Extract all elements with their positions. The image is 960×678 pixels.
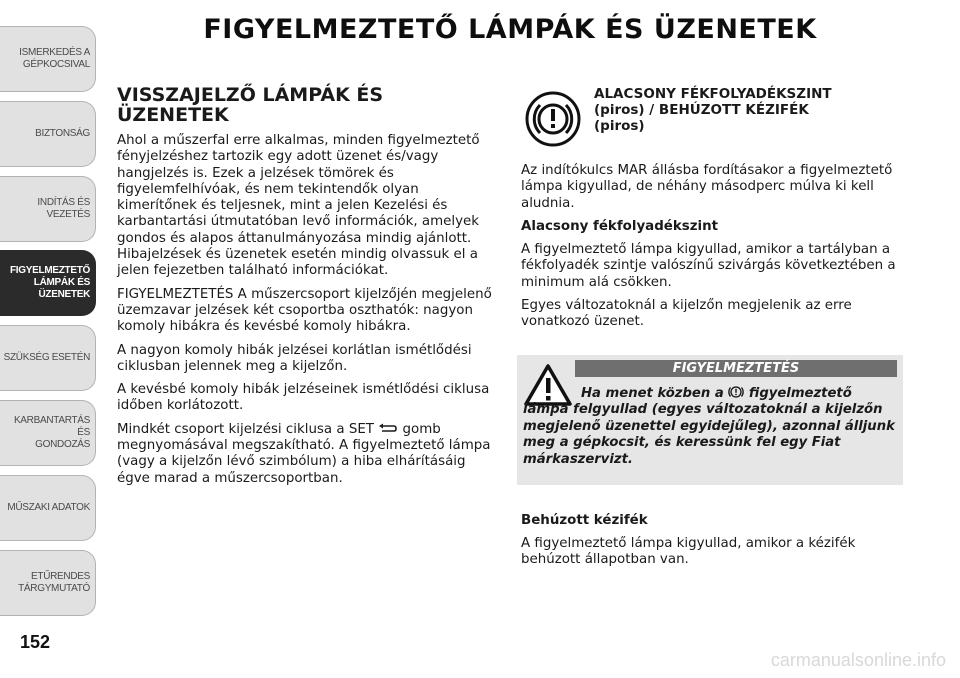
- tab-figyelmezteto[interactable]: FIGYELMEZTETŐ LÁMPÁK ÉS ÜZENETEK: [0, 250, 96, 316]
- low-brake-fluid-heading: Alacsony fékfolyadékszint: [521, 218, 719, 234]
- intro-paragraph: Ahol a műszerfal erre alkalmas, minden figyelmeztető fényjelzéshez tartozik egy adott üzenet és/vagy hangjelzés is. Ezek a jelzések tömörek és figyelemfelhívóak, és nem tekintendők olyan kimerítőnek és teljesnek, mint a jelen Kezelési és karbantartási útmutatóban levő információk, amelyek gondos és alapos áttanulmányozása mindig ajánlott. Hibajelzések és üzenetek esetén mindig olvassuk el a jelen fejezetben található információkat.: [117, 133, 480, 279]
- warning-box: [517, 355, 903, 485]
- tab-biztonsag[interactable]: BIZTONSÁG: [0, 101, 96, 167]
- low-brake-fluid-paragraph: A figyelmeztető lámpa kigyullad, amikor a tartályban a fékfolyadék szintje valószínű szivárgás következtében a minimum alá csökken.: [521, 242, 896, 290]
- warning-text: Ha menet közben a figyelmeztető lámpa felgyullad (egyes változatoknál a kijelzőn megjelenő üzenettel egyidejűleg), azonnal álljunk meg a gépkocsit, és keressünk fel egy Fiat márkaszervizt.: [523, 385, 895, 467]
- display-message-paragraph: Egyes változatoknál a kijelzőn megjelenik az erre vonatkozó üzenet.: [521, 298, 852, 330]
- page-number: 152: [20, 632, 51, 652]
- serious-faults-paragraph: A nagyon komoly hibák jelzései korlátlan ismétlődési ciklusban jelennek meg a kijelzőn.: [117, 342, 472, 374]
- parking-brake-section: [521, 513, 907, 569]
- tab-szukseg[interactable]: SZÜKSÉG ESETÉN: [0, 325, 96, 391]
- brake-warning-header: [521, 85, 907, 163]
- parking-brake-paragraph: A figyelmeztető lámpa kigyullad, amikor a kézifék behúzott állapotban van.: [521, 535, 856, 568]
- brake-warning-icon: [523, 89, 583, 149]
- brake-warning-inline-icon: [728, 385, 744, 399]
- section-title: VISSZAJELZŐ LÁMPÁK ÉS ÜZENETEK: [117, 84, 384, 126]
- page-title: FIGYELMEZTETŐ LÁMPÁK ÉS ÜZENETEK: [203, 14, 817, 45]
- parking-brake-heading: Behúzott kézifék: [521, 512, 648, 528]
- warning-groups-paragraph: FIGYELMEZTETÉS A műszercsoport kijelzőjén megjelenő üzemzavar jelzések két csoportba oszthatók: nagyon komoly hibákra és kevésbé komoly hibákra.: [117, 286, 492, 335]
- tab-muszaki[interactable]: MŰSZAKI ADATOK: [0, 475, 96, 541]
- tab-targymutato[interactable]: ETŰRENDES TÁRGYMUTATÓ: [0, 550, 96, 616]
- set-return-arrow-icon: [378, 423, 398, 434]
- minor-faults-paragraph: A kevésbé komoly hibák jelzéseinek ismétlődési ciklusa időben korlátozott.: [117, 382, 490, 414]
- warning-label: FIGYELMEZTETÉS: [575, 360, 897, 377]
- right-column: [521, 85, 907, 576]
- tab-inditas[interactable]: INDÍTÁS ÉS VEZETÉS: [0, 176, 96, 242]
- tab-karbantartas[interactable]: KARBANTARTÁS ÉS GONDOZÁS: [0, 400, 96, 466]
- brake-warning-title: ALACSONY FÉKFOLYADÉKSZINT (piros) / BEHÚZOTT KÉZIFÉK (piros): [594, 86, 832, 134]
- watermark: carmanualsonline.info: [770, 650, 946, 670]
- set-button-paragraph: Mindkét csoport kijelzési ciklusa a SET gomb megnyomásával megszakítható. A figyelmeztető lámpa (vagy a kijelzőn lévő szimbólum) a hiba elhárításáig égve marad a műszercsoportban.: [117, 421, 491, 486]
- left-column: [117, 85, 497, 494]
- tab-ismerkedes[interactable]: ISMERKEDÉS A GÉPKOCSIVAL: [0, 26, 96, 92]
- key-mar-paragraph: Az indítókulcs MAR állásba fordításakor a figyelmeztető lámpa kigyullad, de néhány másodperc múlva ki kell aludnia.: [521, 163, 893, 211]
